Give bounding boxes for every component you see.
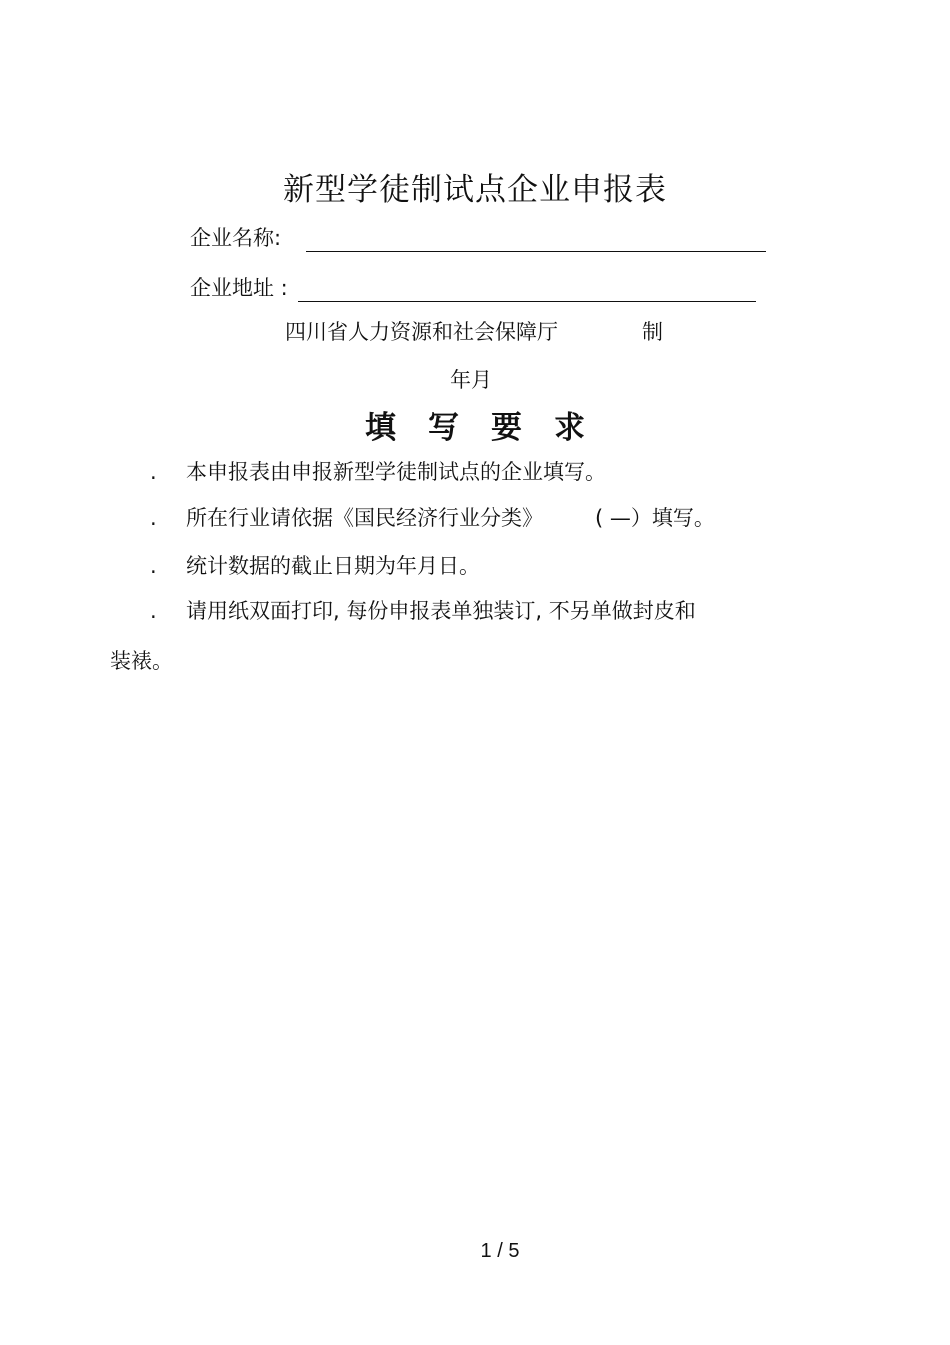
- requirement-item-2: [150, 502, 715, 532]
- requirement-text-2: 所在行业请依据《国民经济行业分类》: [186, 506, 543, 530]
- company-address-field[interactable]: [298, 279, 756, 302]
- issuer-department: 四川省人力资源和社会保障厅: [285, 320, 558, 344]
- requirement-item-4: [150, 595, 696, 625]
- issuer-suffix: 制: [642, 320, 663, 344]
- bullet-dot: .: [150, 554, 157, 578]
- page-number-text: 1 / 5: [480, 1240, 520, 1262]
- requirements-heading-text: 填写要求: [365, 410, 617, 446]
- bullet-dot: .: [150, 599, 157, 623]
- page-number: [0, 1240, 950, 1263]
- requirement-text-4-continuation: 装裱。: [110, 649, 173, 673]
- requirement-text-1: 本申报表由申报新型学徒制试点的企业填写。: [186, 460, 606, 484]
- company-name-row: [190, 222, 766, 252]
- company-address-row: [190, 272, 756, 302]
- date-text: 年月: [450, 368, 492, 392]
- requirement-item-1: [150, 456, 606, 486]
- requirement-item-3: [150, 550, 480, 580]
- requirement-text-3: 统计数据的截止日期为年月日。: [186, 554, 480, 578]
- bullet-dot: .: [150, 460, 157, 484]
- page-title: 新型学徒制试点企业申报表: [283, 172, 667, 208]
- bullet-dot: .: [150, 506, 157, 530]
- requirement-text-4: 请用纸双面打印, 每份申报表单独装订, 不另单做封皮和: [186, 599, 696, 623]
- requirement-text-2-suffix: ( —）填写。: [595, 506, 715, 530]
- company-name-field[interactable]: [306, 229, 766, 252]
- requirements-heading: [0, 402, 950, 447]
- date-line: [0, 364, 950, 394]
- company-address-label: 企业地址 :: [190, 276, 288, 300]
- company-name-label: 企业名称:: [190, 226, 282, 250]
